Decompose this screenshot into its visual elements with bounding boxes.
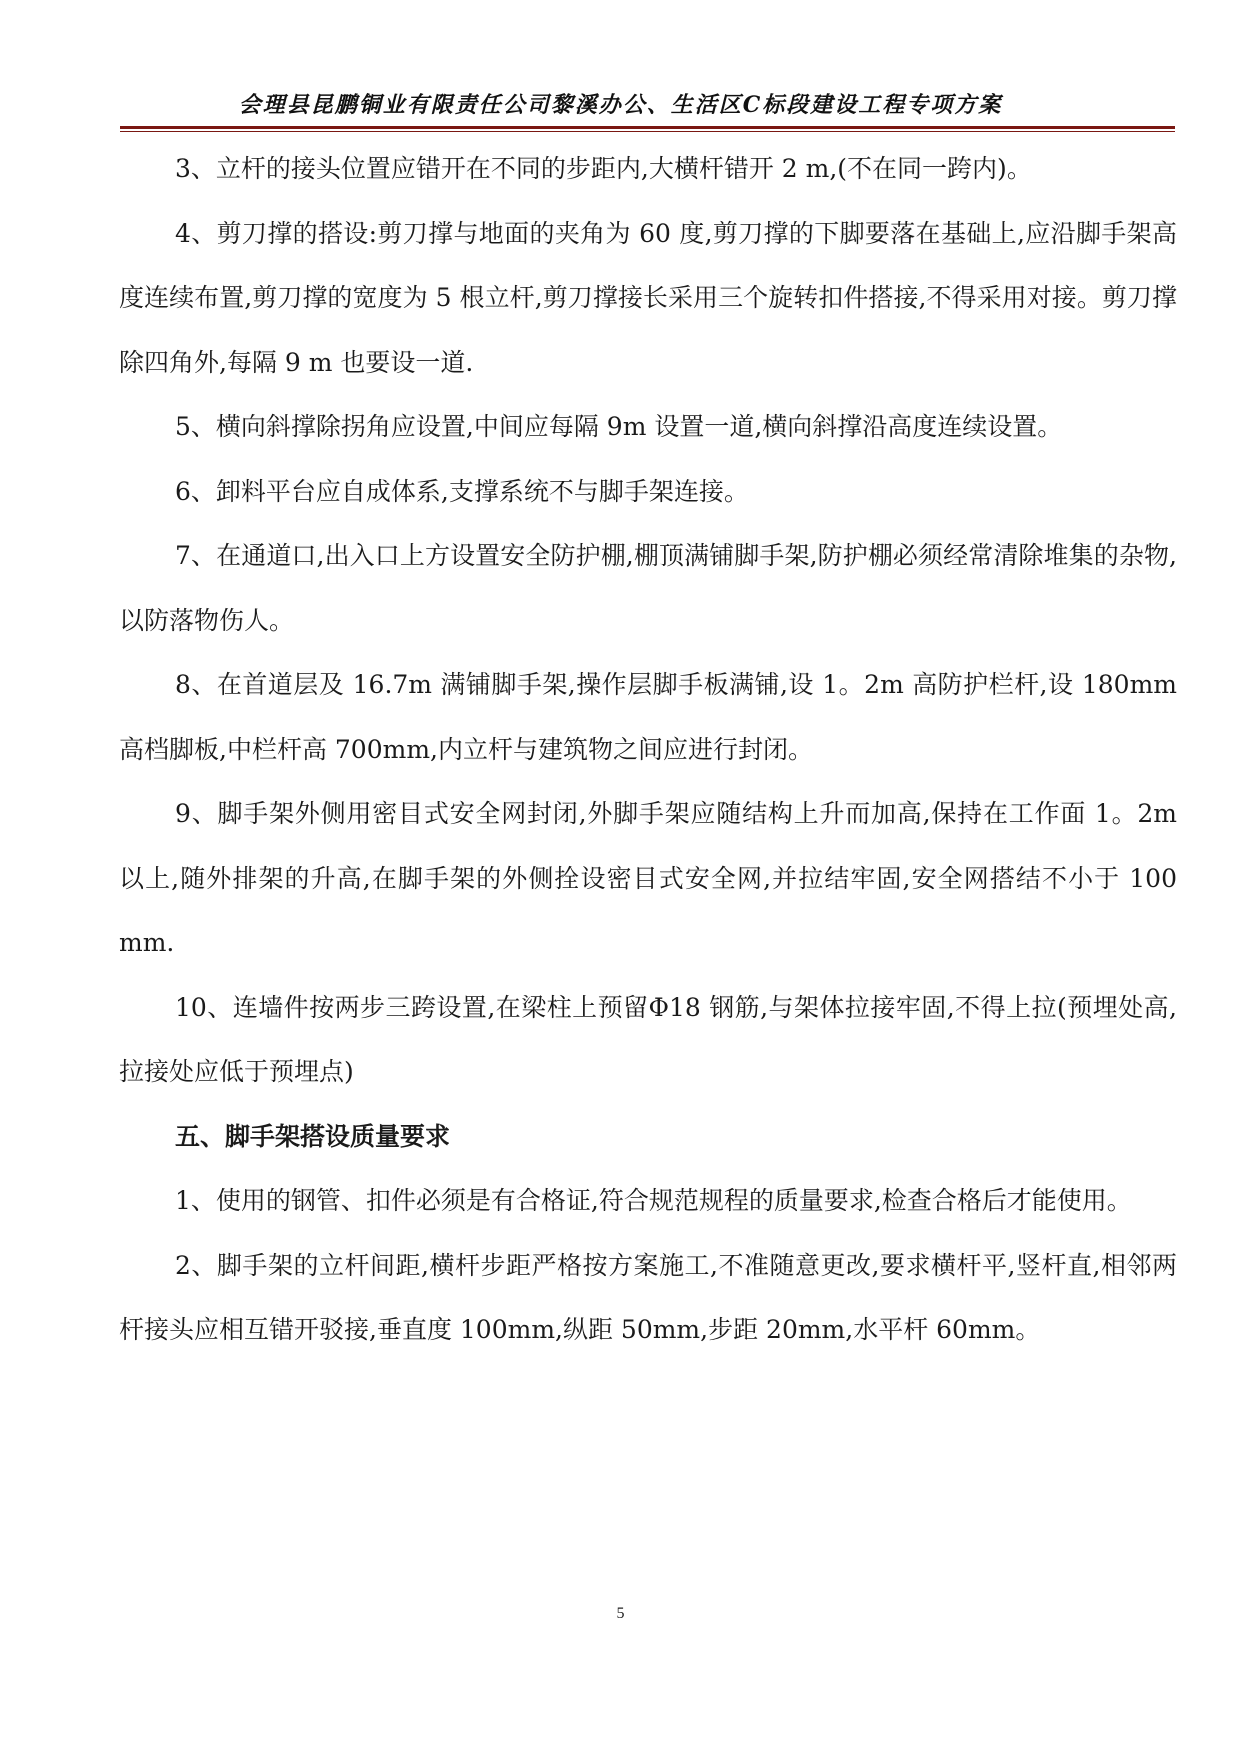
section-paragraph-2: 2、脚手架的立杆间距,横杆步距严格按方案施工,不准随意更改,要求横杆平,竖杆直,相邻两杆接头应相互错开驳接,垂直度 100mm,纵距 50mm,步距 20mm,水平杆 60mm。 [119, 1250, 1177, 1344]
paragraph-item-5: 5、横向斜撑除拐角应设置,中间应每隔 9m 设置一道,横向斜撑沿高度连续设置。 [175, 412, 1063, 441]
paragraph-item-6: 6、卸料平台应自成体系,支撑系统不与脚手架连接。 [175, 476, 749, 506]
document-body [119, 137, 1177, 1363]
paragraph-item-4: 4、剪刀撑的搭设:剪刀撑与地面的夹角为 60 度,剪刀撑的下脚要落在基础上,应沿脚手架高度连续布置,剪刀撑的宽度为 5 根立杆,剪刀撑接长采用三个旋转扣件搭接,不得采用对接。剪刀撑除四角外,每隔 9 m 也要设一道. [119, 218, 1177, 377]
header-rule-thin [120, 131, 1175, 132]
header-rule-thick [120, 126, 1175, 129]
paragraph-item-3: 3、立杆的接头位置应错开在不同的步距内,大横杆错开 2 m,(不在同一跨内)。 [175, 154, 1032, 183]
document-header-title: 会理县昆鹏铜业有限责任公司黎溪办公、生活区C标段建设工程专项方案 [238, 92, 1003, 118]
paragraph-item-10: 10、连墙件按两步三跨设置,在梁柱上预留Φ18 钢筋,与架体拉接牢固,不得上拉(预埋处高,拉接处应低于预埋点) [119, 992, 1177, 1086]
page-number: 5 [616, 1605, 625, 1622]
paragraph-item-8: 8、在首道层及 16.7m 满铺脚手架,操作层脚手板满铺,设 1。2m 高防护栏杆,设 180mm 高档脚板,中栏杆高 700mm,内立杆与建筑物之间应进行封闭。 [119, 670, 1177, 764]
section-heading: 五、脚手架搭设质量要求 [175, 1121, 451, 1151]
paragraph-item-9: 9、脚手架外侧用密目式安全网封闭,外脚手架应随结构上升而加高,保持在工作面 1。2m 以上,随外排架的升高,在脚手架的外侧拴设密目式安全网,并拉结牢固,安全网搭结不小于 100 mm. [119, 799, 1177, 957]
paragraph-item-7: 7、在通道口,出入口上方设置安全防护棚,棚顶满铺脚手架,防护棚必须经常清除堆集的杂物,以防落物伤人。 [119, 541, 1177, 635]
section-paragraph-1: 1、使用的钢管、扣件必须是有合格证,符合规范规程的质量要求,检查合格后才能使用。 [175, 1186, 1132, 1215]
